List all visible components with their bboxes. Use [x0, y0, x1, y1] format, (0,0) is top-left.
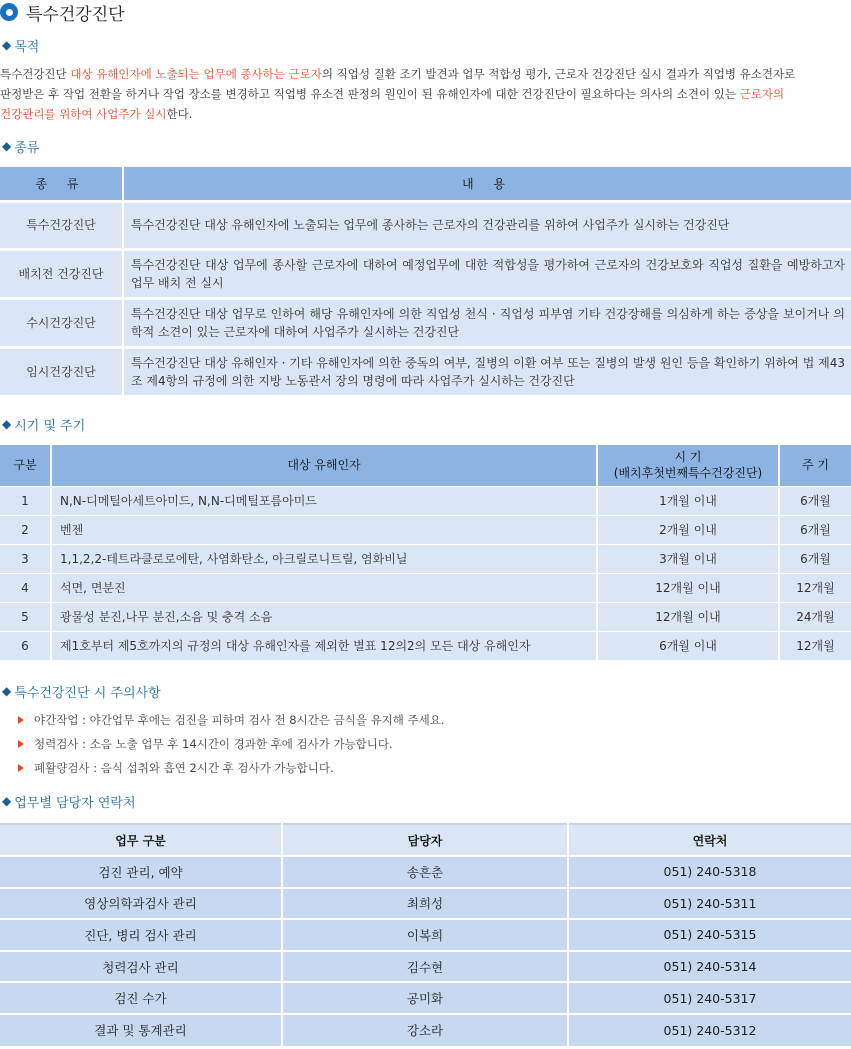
- section-heading-text: 업무별 담당자 연락처: [14, 795, 136, 811]
- no-cell: 5: [0, 602, 51, 631]
- person-cell: 강소라: [282, 1014, 568, 1046]
- section-heading-text: 종류: [14, 140, 40, 156]
- column-header-timing: [597, 445, 779, 486]
- circle-bullet-icon: [0, 3, 18, 21]
- purpose-text: 의 직업성 질환 조기 발견과 업무 적합성 평가, 근로자 건강진단 실시 결과가 직업병 유소견자로: [321, 67, 796, 81]
- factor-cell: 1,1,2,2-테트라클로로에탄, 사염화탄소, 아크릴로니트릴, 염화비닐: [51, 544, 597, 573]
- table-row: [0, 347, 851, 395]
- no-cell: 1: [0, 486, 51, 515]
- timing-cell: 2개월 이내: [597, 515, 779, 544]
- cycle-cell: 6개월: [779, 515, 851, 544]
- factor-cell: 제1호부터 제5호까지의 규정의 대상 유해인자를 제외한 별표 12의2의 모든 대상 유해인자: [51, 631, 597, 660]
- section-heading-cautions: [2, 682, 161, 700]
- list-item: [18, 708, 445, 732]
- phone-cell: 051) 240-5312: [568, 1014, 851, 1046]
- table-header-row: [0, 824, 851, 856]
- person-cell: 송흔춘: [282, 856, 568, 888]
- kind-cell: 배치전 건강진단: [0, 249, 123, 298]
- timing-cell: 1개월 이내: [597, 486, 779, 515]
- list-item: [18, 732, 445, 756]
- cycle-cell: 6개월: [779, 486, 851, 515]
- desc-cell: 특수건강진단 대상 유해인자에 노출되는 업무에 종사하는 근로자의 건강관리를 위하여 사업주가 실시하는 건강진단: [123, 201, 851, 249]
- purpose-highlight: 근로자의: [739, 87, 785, 101]
- no-cell: 6: [0, 631, 51, 660]
- timing-cell: 12개월 이내: [597, 602, 779, 631]
- kind-cell: 수시건강진단: [0, 298, 123, 347]
- table-row: [0, 919, 851, 951]
- column-header-no: 구분: [0, 445, 51, 486]
- factor-cell: N,N-디메틸아세트아미드, N,N-디메틸포름아미드: [51, 486, 597, 515]
- triangle-bullet-icon: [18, 764, 24, 772]
- person-cell: 이복희: [282, 919, 568, 951]
- person-cell: 김수현: [282, 951, 568, 983]
- column-header-factor: 대상 유해인자: [51, 445, 597, 486]
- table-header-row: [0, 445, 851, 486]
- table-row: [0, 602, 851, 631]
- section-heading-text: 목적: [14, 39, 40, 55]
- phone-cell: 051) 240-5317: [568, 982, 851, 1014]
- purpose-line-3: [0, 104, 851, 124]
- person-cell: 공미화: [282, 982, 568, 1014]
- table-row: [0, 544, 851, 573]
- section-heading-types: [2, 137, 39, 155]
- column-header-cycle: 주 기: [779, 445, 851, 486]
- factor-cell: 석면, 면분진: [51, 573, 597, 602]
- table-row: [0, 631, 851, 660]
- purpose-text: 한다.: [166, 107, 193, 121]
- cycle-cell: 24개월: [779, 602, 851, 631]
- table-row: [0, 201, 851, 249]
- cautions-list: [18, 708, 445, 780]
- phone-cell: 051) 240-5318: [568, 856, 851, 888]
- desc-cell: 특수건강진단 대상 업무로 인하여 해당 유해인자에 의한 직업성 천식 · 직업성 피부염 기타 건강장해를 의심하게 하는 증상을 보이거나 의학적 소견이 있는 근로자에 대하여 사업주가 실시하는 건강진단: [123, 298, 851, 347]
- caution-text: 야간작업 : 야간업무 후에는 검진을 피하며 검사 전 8시간은 금식을 유지해 주세요.: [34, 713, 445, 727]
- list-item: [18, 756, 445, 780]
- column-header-person: 담당자: [282, 824, 568, 856]
- task-cell: 결과 및 통계관리: [0, 1014, 282, 1046]
- timing-cell: 6개월 이내: [597, 631, 779, 660]
- kind-cell: 임시건강진단: [0, 347, 123, 395]
- purpose-line-1: [0, 64, 851, 84]
- purpose-text: 특수건강진단: [0, 67, 71, 81]
- person-cell: 최희성: [282, 888, 568, 920]
- timing-header-main: 시 기: [674, 450, 702, 465]
- page-title-text: 특수건강진단: [26, 4, 125, 25]
- task-cell: 청력검사 관리: [0, 951, 282, 983]
- diamond-bullet-icon: ◆: [2, 417, 12, 431]
- period-table: [0, 445, 851, 661]
- page-title: [0, 0, 125, 24]
- no-cell: 3: [0, 544, 51, 573]
- table-header-row: [0, 167, 851, 201]
- section-heading-period: [2, 415, 85, 433]
- table-row: [0, 951, 851, 983]
- desc-cell: 특수건강진단 대상 유해인자 · 기타 유해인자에 의한 중독의 여부, 질병의 이환 여부 또는 질병의 발생 원인 등을 확인하기 위하여 법 제43조 제4항의 규정에 의한 지방 노동관서 장의 명령에 따라 사업주가 실시하는 건강진단: [123, 347, 851, 395]
- triangle-bullet-icon: [18, 740, 24, 748]
- table-row: [0, 573, 851, 602]
- cycle-cell: 12개월: [779, 573, 851, 602]
- table-row: [0, 888, 851, 920]
- no-cell: 4: [0, 573, 51, 602]
- desc-cell: 특수건강진단 대상 업무에 종사할 근로자에 대하여 예정업무에 대한 적합성을 평가하여 근로자의 건강보호와 직업성 질환을 예방하고자 업무 배치 전 실시: [123, 249, 851, 298]
- timing-cell: 3개월 이내: [597, 544, 779, 573]
- triangle-bullet-icon: [18, 716, 24, 724]
- table-row: [0, 298, 851, 347]
- section-heading-contacts: [2, 792, 136, 810]
- factor-cell: 벤젠: [51, 515, 597, 544]
- phone-cell: 051) 240-5311: [568, 888, 851, 920]
- contacts-table: [0, 823, 851, 1046]
- diamond-bullet-icon: ◆: [2, 794, 12, 808]
- kind-cell: 특수건강진단: [0, 201, 123, 249]
- purpose-paragraph: [0, 64, 851, 124]
- section-heading-text: 시기 및 주기: [14, 418, 86, 434]
- column-header-phone: 연락처: [568, 824, 851, 856]
- column-header-kind: 종 류: [0, 167, 123, 201]
- purpose-line-2: [0, 84, 851, 104]
- table-row: [0, 856, 851, 888]
- table-row: [0, 982, 851, 1014]
- phone-cell: 051) 240-5315: [568, 919, 851, 951]
- column-header-content: 내 용: [123, 167, 851, 201]
- diamond-bullet-icon: ◆: [2, 38, 12, 52]
- column-header-task: 업무 구분: [0, 824, 282, 856]
- table-row: [0, 249, 851, 298]
- timing-header-sub: (배치후첫번째특수건강진단): [613, 466, 763, 481]
- factor-cell: 광물성 분진,나무 분진,소음 및 충격 소음: [51, 602, 597, 631]
- table-row: [0, 1014, 851, 1046]
- diamond-bullet-icon: ◆: [2, 139, 12, 153]
- task-cell: 영상의학과검사 관리: [0, 888, 282, 920]
- caution-text: 청력검사 : 소음 노출 업무 후 14시간이 경과한 후에 검사가 가능합니다.: [34, 737, 393, 751]
- purpose-highlight: 대상 유해인자에 노출되는 업무에 종사하는 근로자: [70, 67, 322, 81]
- types-table: [0, 167, 851, 395]
- phone-cell: 051) 240-5314: [568, 951, 851, 983]
- task-cell: 진단, 병리 검사 관리: [0, 919, 282, 951]
- cycle-cell: 12개월: [779, 631, 851, 660]
- table-row: [0, 486, 851, 515]
- purpose-highlight: 건강관리를 위하여 사업주가 실시: [0, 107, 167, 121]
- purpose-text: 판정받은 후 작업 전환을 하거나 작업 장소를 변경하고 직업병 유소견 판정의 원인이 된 유해인자에 대한 건강진단이 필요하다는 의사의 소견이 있는: [0, 87, 740, 101]
- timing-cell: 12개월 이내: [597, 573, 779, 602]
- diamond-bullet-icon: ◆: [2, 684, 12, 698]
- task-cell: 검진 수가: [0, 982, 282, 1014]
- task-cell: 검진 관리, 예약: [0, 856, 282, 888]
- section-heading-text: 특수건강진단 시 주의사항: [14, 685, 161, 701]
- caution-text: 폐활량검사 : 음식 섭취와 흡연 2시간 후 검사가 가능합니다.: [34, 761, 334, 775]
- cycle-cell: 6개월: [779, 544, 851, 573]
- section-heading-purpose: [2, 36, 39, 54]
- no-cell: 2: [0, 515, 51, 544]
- table-row: [0, 515, 851, 544]
